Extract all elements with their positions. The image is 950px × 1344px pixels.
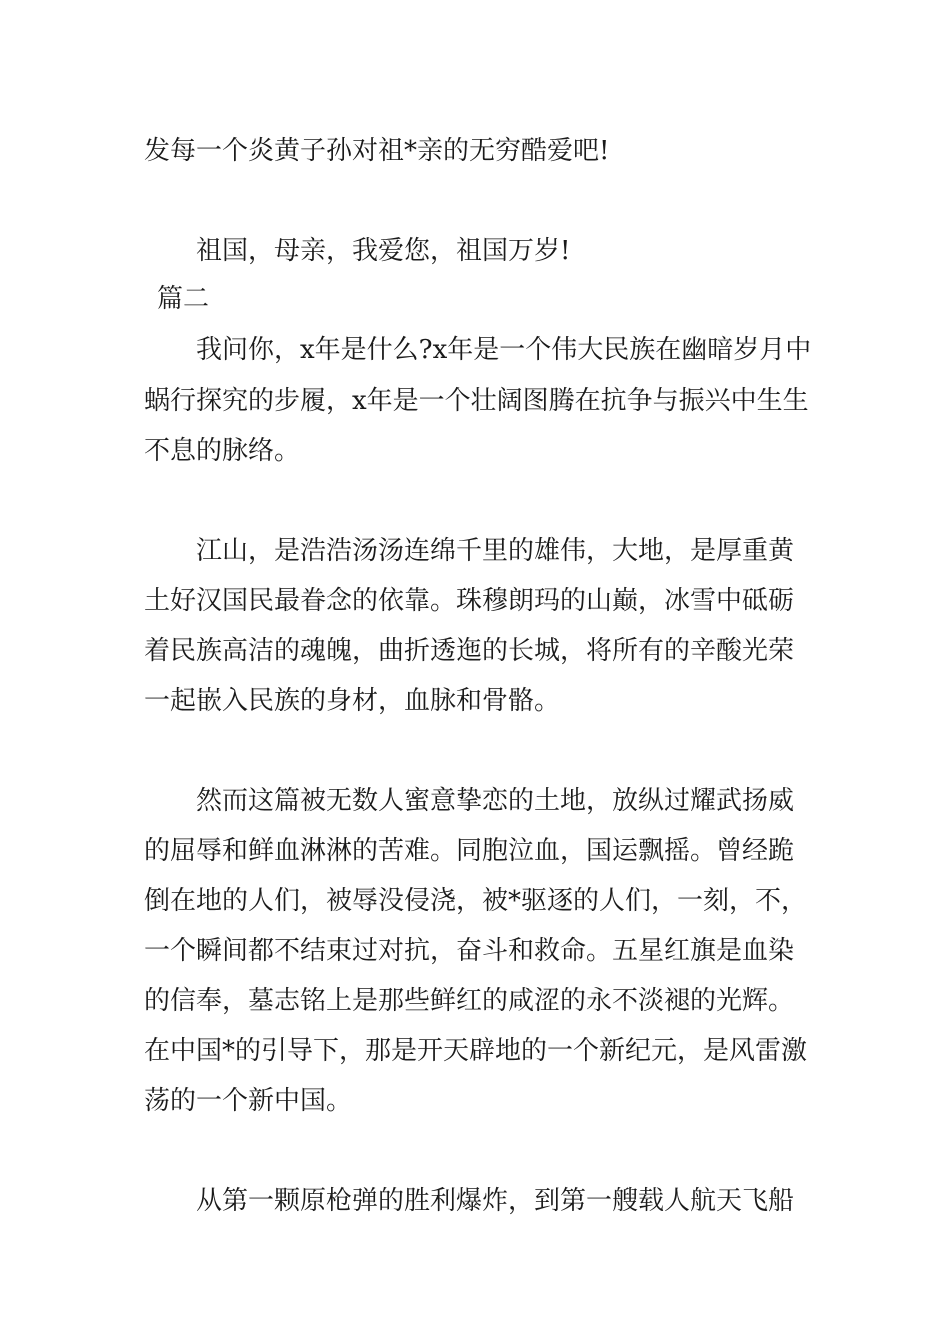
paragraph-line: 土好汉国民最眷念的依靠。珠穆朗玛的山巅，冰雪中砥砺 [144, 586, 795, 616]
paragraph-line: 然而这篇被无数人蜜意挚恋的土地，放纵过耀武扬威 [196, 786, 795, 816]
paragraph-line: 着民族高洁的魂魄，曲折透迤的长城，将所有的辛酸光荣 [144, 636, 795, 666]
section-heading: 篇二 [157, 284, 210, 314]
paragraph-line: 在中国*的引导下，那是开天辟地的一个新纪元，是风雷激 [144, 1036, 808, 1066]
paragraph-line: 荡的一个新中国。 [144, 1086, 353, 1116]
paragraph-line: 一个瞬间都不结束过对抗，奋斗和救命。五星红旗是血染 [144, 936, 795, 966]
paragraph-line: 从第一颗原枪弹的胜利爆炸，到第一艘载人航天飞船 [196, 1186, 795, 1216]
paragraph-line: 不息的脉络。 [144, 436, 301, 466]
paragraph-line: 江山，是浩浩汤汤连绵千里的雄伟，大地，是厚重黄 [196, 536, 795, 566]
paragraph-line: 的屈辱和鲜血淋淋的苦难。同胞泣血，国运飘摇。曾经跪 [144, 836, 795, 866]
paragraph-line: 一起嵌入民族的身材，血脉和骨骼。 [144, 686, 561, 716]
paragraph-line: 发每一个炎黄子孙对祖*亲的无穷酷爱吧! [144, 136, 610, 166]
paragraph-line: 祖国，母亲，我爱您，祖国万岁! [196, 236, 571, 266]
paragraph-line: 的信奉，墓志铭上是那些鲜红的咸涩的永不淡褪的光辉。 [144, 986, 795, 1016]
paragraph-line: 我问你，x年是什么?x年是一个伟大民族在幽暗岁月中 [196, 335, 812, 365]
paragraph-line: 蜗行探究的步履，x年是一个壮阔图腾在抗争与振兴中生生 [144, 386, 809, 416]
paragraph-line: 倒在地的人们，被辱没侵浇，被*驱逐的人们，一刻，不， [144, 886, 808, 916]
